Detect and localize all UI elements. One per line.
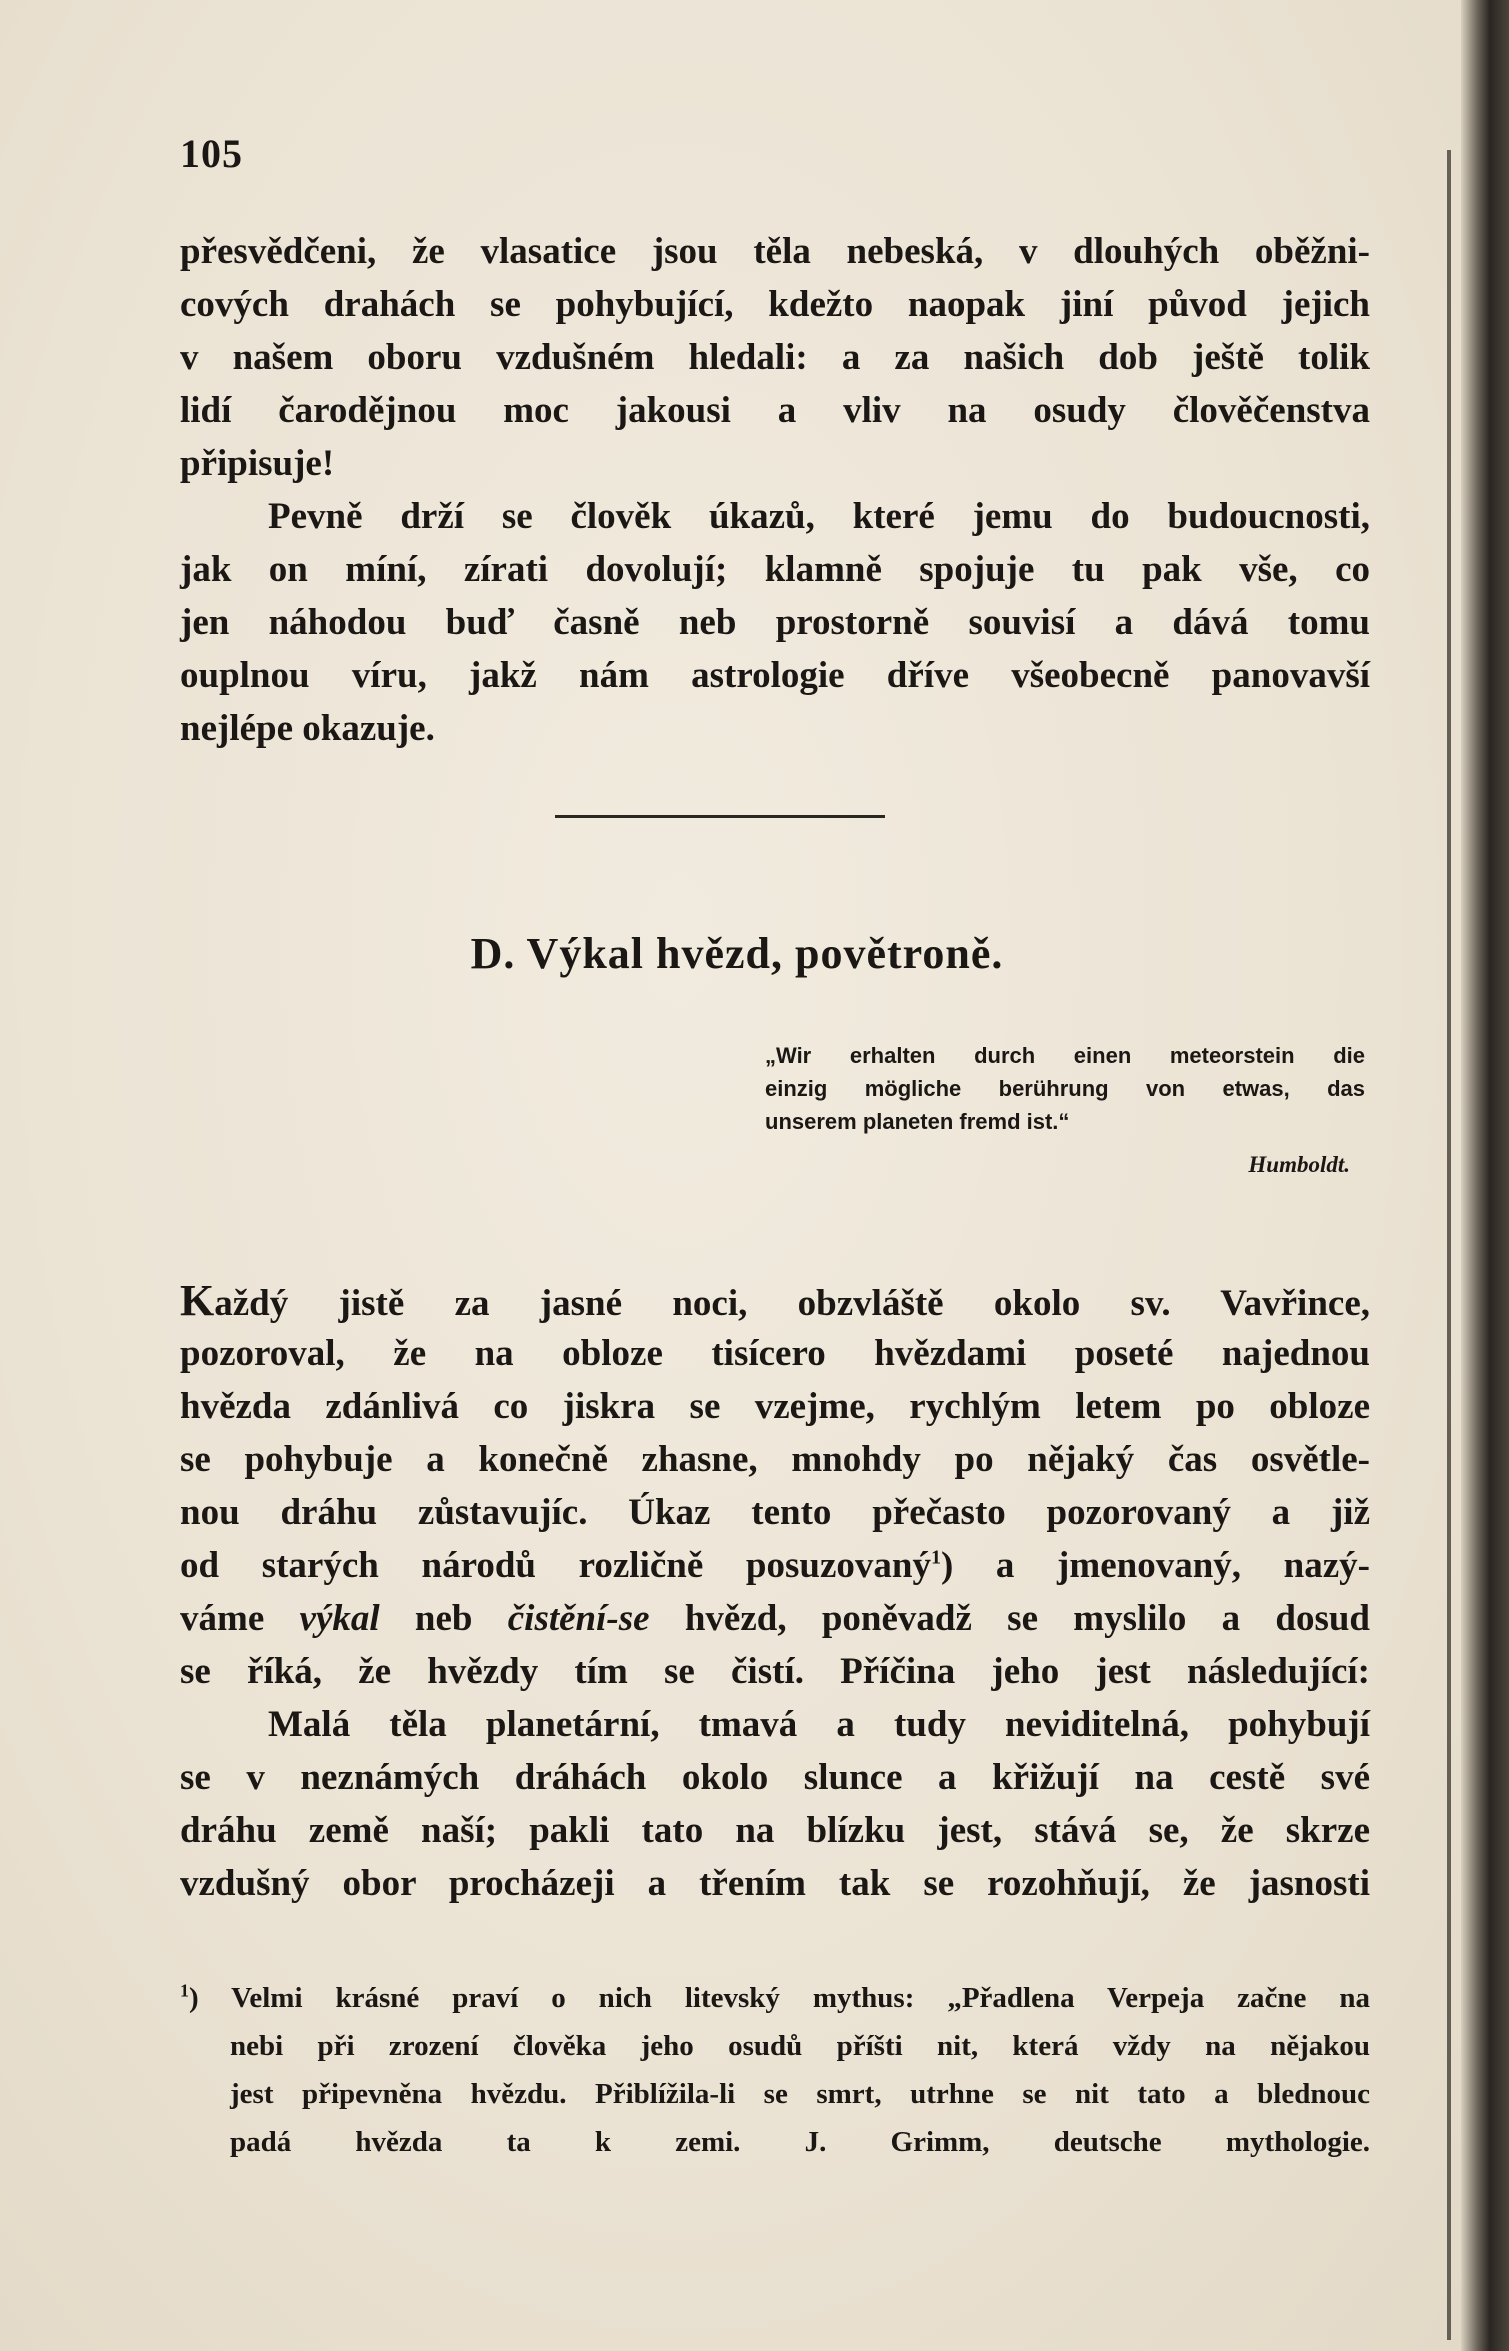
footnote-line: jest připevněna hvězdu. Přiblížila-li se smrt, utrhne se nit tato a blednouc xyxy=(230,2078,1370,2110)
epigraph-line: „Wir erhalten durch einen meteorstein die xyxy=(765,1043,1365,1068)
text-line: Pevně drží se člověk úkazů, které jemu do budoucnosti, xyxy=(268,496,1370,537)
paragraph-2 xyxy=(180,490,1370,755)
text-line: se v neznámých dráhách okolo slunce a křižují na cestě své xyxy=(180,1757,1370,1798)
text-line: hvězda zdánlivá co jiskra se vzejme, rychlým letem po obloze xyxy=(180,1386,1370,1427)
footnote-line: nebi při zrození člověka jeho osudů příšti nit, která vždy na nějakou xyxy=(230,2030,1370,2062)
page-content xyxy=(180,130,1370,2166)
dropcap: K xyxy=(180,1276,215,1325)
footnote-marker xyxy=(180,1982,189,2014)
italic-term: čistění-se xyxy=(507,1598,650,1639)
epigraph-line: unserem planeten fremd ist.“ xyxy=(765,1109,1070,1134)
section-heading: D. Výkal hvězd, povětroně. xyxy=(470,929,1004,978)
footnote-number: 1 xyxy=(180,1980,189,2001)
book-binding-edge xyxy=(1461,0,1509,2351)
text-line xyxy=(180,1539,1370,1592)
text-span: neb xyxy=(379,1598,508,1639)
text-line: v našem oboru vzdušném hledali: a za našich dob ještě tolik xyxy=(180,337,1370,378)
page-number: 105 xyxy=(180,131,243,176)
section-separator xyxy=(555,815,885,818)
text-span: aždý jistě za jasné noci, obzvláště okolo sv. Vavřince, xyxy=(214,1283,1370,1324)
text-line xyxy=(180,1274,1370,1327)
text-line xyxy=(180,1592,1370,1645)
text-span: od starých národů rozličně posuzovaný xyxy=(180,1545,931,1586)
text-line: lidí čarodějnou moc jakousi a vliv na osudy člověčenstva xyxy=(180,390,1370,431)
text-line: nou dráhu zůstavujíc. Úkaz tento přečasto pozorovaný a již xyxy=(180,1492,1370,1533)
text-line: připisuje! xyxy=(180,443,335,484)
text-line: cových drahách se pohybující, kdežto naopak jiní původ jejich xyxy=(180,284,1370,325)
text-line: jak on míní, zírati dovolují; klamně spojuje tu pak vše, co xyxy=(180,549,1370,590)
text-line: jen náhodou buď časně neb prostorně souvisí a dává tomu xyxy=(180,602,1370,643)
main-paragraph xyxy=(180,1274,1370,1698)
text-line: pozoroval, že na obloze tisícero hvězdami poseté najednou xyxy=(180,1333,1370,1374)
epigraph-author: Humboldt. xyxy=(1248,1152,1350,1177)
paragraph-4 xyxy=(180,1698,1370,1910)
text-line: se pohybuje a konečně zhasne, mnohdy po nějaký čas osvětle- xyxy=(180,1439,1370,1480)
footnote-line xyxy=(180,1974,1370,2022)
text-span: ) Velmi krásné praví o nich litevský mythus: „Přadlena Verpeja začne na xyxy=(189,1982,1370,2014)
text-span: hvězd, poněvadž se myslilo a dosud xyxy=(649,1598,1370,1639)
text-line: Malá těla planetární, tmavá a tudy neviditelná, pohybují xyxy=(268,1704,1370,1745)
text-line: ouplnou víru, jakž nám astrologie dříve všeobecně panovavší xyxy=(180,655,1370,696)
text-span: ) a jmenovaný, nazý- xyxy=(940,1545,1370,1586)
page-edge-line xyxy=(1447,150,1451,2340)
text-line: se říká, že hvězdy tím se čistí. Příčina jeho jest následující: xyxy=(180,1651,1370,1692)
text-span: padá hvězda ta k zemi. xyxy=(230,2126,741,2158)
italic-term: výkal xyxy=(299,1598,380,1639)
footnotes xyxy=(180,1974,1370,2166)
footnote-reference: 1 xyxy=(930,1546,941,1569)
epigraph-line: einzig mögliche berührung von etwas, das xyxy=(765,1076,1365,1101)
intro-paragraph xyxy=(180,225,1370,490)
text-line: nejlépe okazuje. xyxy=(180,708,435,749)
text-span: váme xyxy=(180,1598,300,1639)
text-line: dráhu země naší; pakli tato na blízku jest, stává se, že skrze xyxy=(180,1810,1370,1851)
epigraph xyxy=(765,1039,1365,1178)
footnote-citation: J. Grimm, deutsche mythologie. xyxy=(804,2126,1371,2158)
text-line: přesvědčeni, že vlasatice jsou těla nebeská, v dlouhých oběžni- xyxy=(180,231,1370,272)
footnote-line xyxy=(180,2118,1370,2166)
text-line: vzdušný obor procházeji a třením tak se rozohňují, že jasnosti xyxy=(180,1863,1370,1904)
